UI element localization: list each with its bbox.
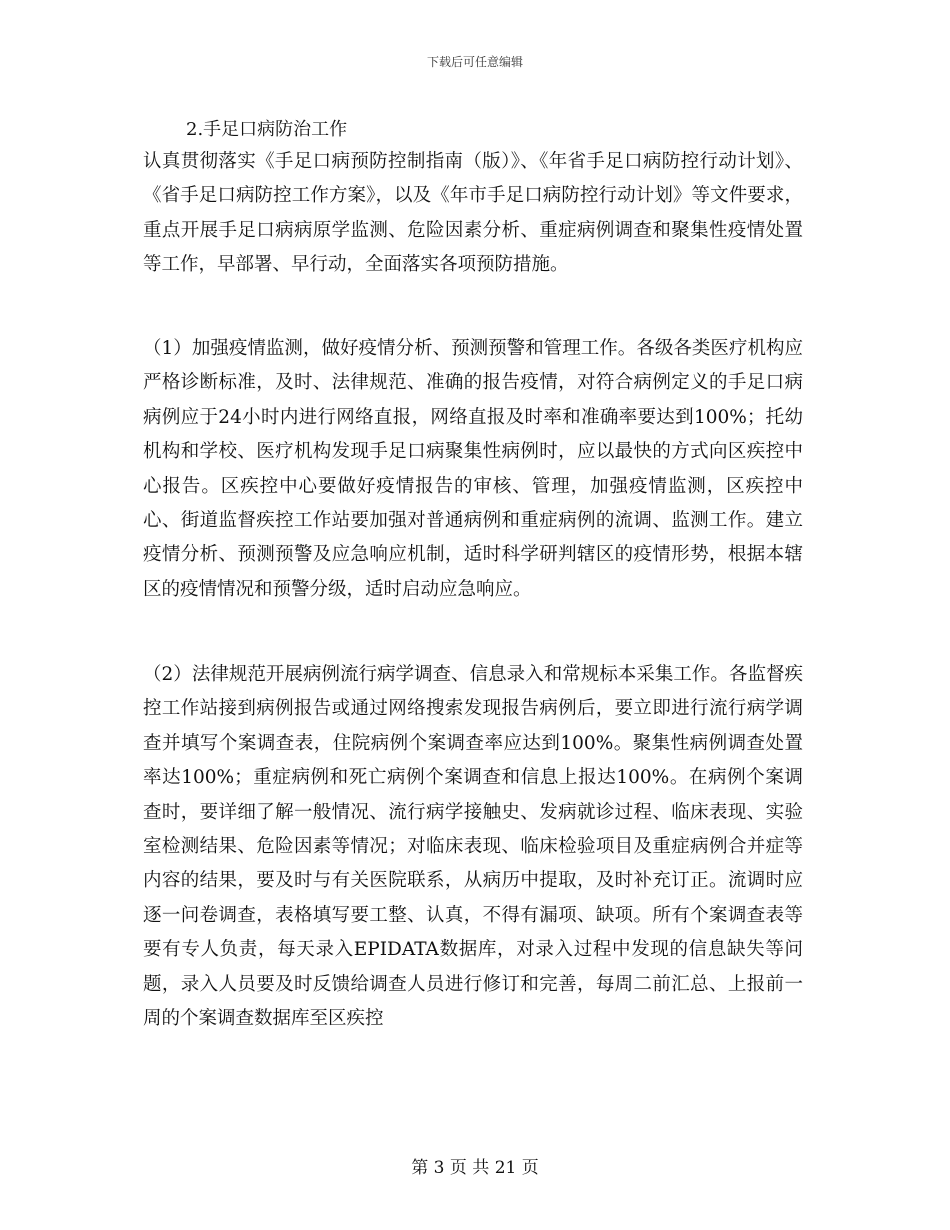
section-title: 2.手足口病防治工作 <box>186 119 348 140</box>
paragraph-monitoring: （1）加强疫情监测，做好疫情分析、预测预警和管理工作。各级各类医疗机构应严格诊断标准，及时、法律规范、准确的报告疫情，对符合病例定义的手足口病病例应于24小时内进行网络直报，网络直报及时率和准确率要达到100%；托幼机构和学校、医疗机构发现手足口病聚集性病例时，应以最快的方式向区疾控中心报告。区疾控中心要做好疫情报告的审核、管理，加强疫情监测，区疾控中心、街道监督疾控工作站要加强对普通病例和重症病例的流调、监测工作。建立疫情分析、预测预警及应急响应机制，适时科学研判辖区的疫情形势，根据本辖区的疫情情况和预警分级，适时启动应急响应。 <box>143 338 803 600</box>
paragraph-intro: 认真贯彻落实《手足口病预防控制指南（版）》、《年省手足口病防控行动计划》、《省手足口病防控工作方案》，以及《年市手足口病防控行动计划》等文件要求，重点开展手足口病病原学监测、危险因素分析、重症病例调查和聚集性疫情处置等工作，早部署、早行动，全面落实各项预防措施。 <box>143 151 803 276</box>
page-footer: 第 3 页 共 21 页 <box>411 1158 539 1178</box>
page-header: 下载后可任意编辑 <box>426 55 523 69</box>
paragraph-investigation: （2）法律规范开展病例流行病学调查、信息录入和常规标本采集工作。各监督疾控工作站接到病例报告或通过网络搜索发现报告病例后，要立即进行流行病学调查并填写个案调查表，住院病例个案调查率应达到100%。聚集性病例调查处置率达100%；重症病例和死亡病例个案调查和信息上报达100%。在病例个案调查时，要详细了解一般情况、流行病学接触史、发病就诊过程、临床表现、实验室检测结果、危险因素等情况；对临床表现、临床检验项目及重症病例合并症等内容的结果，要及时与有关医院联系，从病历中提取，及时补充订正。流调时应逐一问卷调查，表格填写要工整、认真，不得有漏项、缺项。所有个案调查表等要有专人负责，每天录入EPIDATA数据库，对录入过程中发现的信息缺失等问题，录入人员要及时反馈给调查人员进行修订和完善，每周二前汇总、上报前一周的个案调查数据库至区疾控 <box>143 664 803 1030</box>
